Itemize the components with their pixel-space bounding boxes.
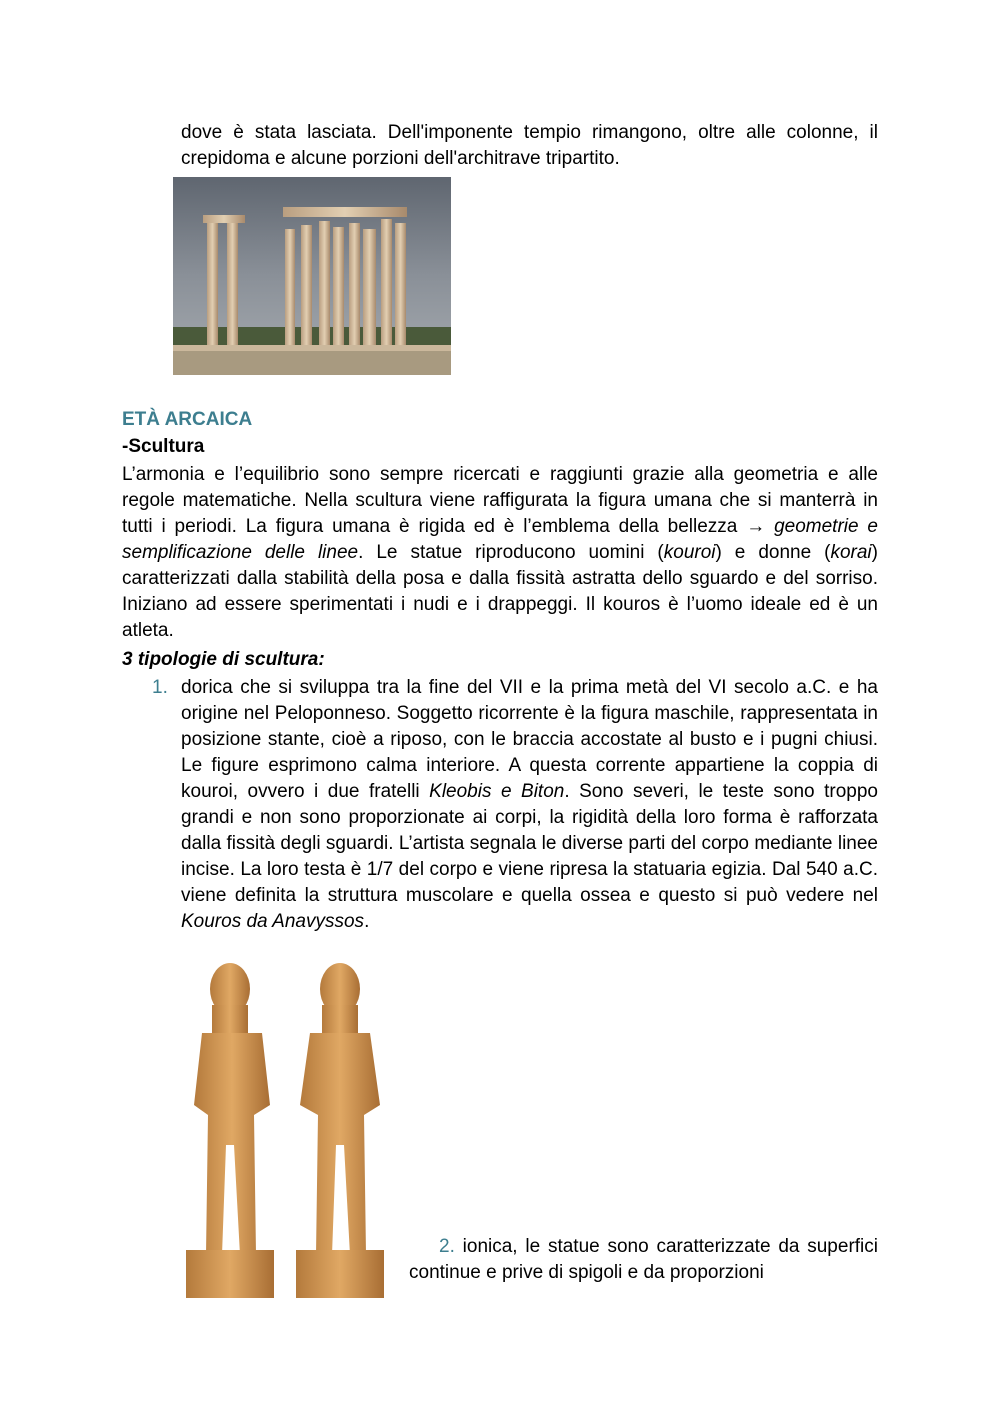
types-heading: 3 tipologie di scultura:: [122, 649, 325, 670]
list-item: [409, 1234, 878, 1286]
item-text: .: [364, 911, 370, 932]
list-number: 2.: [439, 1236, 455, 1257]
item-emphasis: Kleobis e Biton: [429, 781, 565, 802]
paragraph-text: L’armonia e l’equilibrio sono sempre ricercati e raggiunti grazie alla geometria e alle regole matematiche. Nella scultura viene raffigurata la figura umana che si manterrà in tutti i periodi. La figura umana è rigida ed è l’emblema della bellezza →: [122, 464, 878, 537]
paragraph-emphasis: kouroi: [663, 542, 716, 563]
temple-of-olympian-zeus-photo: [173, 177, 451, 375]
item-emphasis: Kouros da Anavyssos: [181, 911, 365, 932]
paragraph-text: ) e donne (: [715, 542, 831, 563]
item-text: . Sono severi, le teste sono troppo grandi e non sono proporzionate ai corpi, la rigidità della loro forma è rafforzata dalla fissità degli sguardi. L’artista segnala le diverse parti del corpo mediante linee incise. La loro testa è 1/7 del corpo e viene ripresa la statuaria egizia. Dal 540 a.C. viene definita la struttura muscolare e quella ossea e questo si può vedere nel: [181, 781, 878, 906]
paragraph-text: . Le statue riproducono uomini (: [358, 542, 664, 563]
kleobis-and-biton-photo: [184, 955, 388, 1300]
paragraph-emphasis: korai: [830, 542, 872, 563]
list-item-text: [181, 675, 878, 935]
paragraph-text: ) caratterizzati dalla stabilità della posa e dalla fissità astratta dello sguardo e del sorriso. Iniziano ad essere sperimentati i nudi e i drappeggi. Il kouros è l’uomo ideale ed è un atleta.: [122, 542, 878, 641]
list-number: 1.: [152, 677, 168, 698]
item-text: dorica che si sviluppa tra la fine del VII e la prima metà del VI secolo a.C. e ha origine nel Peloponneso. Soggetto ricorrente è la figura maschile, rappresentata in posizione stante, cioè a riposo, con le braccia accostate al busto e i pugni chiusi. Le figure esprimono calma interiore. A questa corrente appartiene la coppia di kouroi, ovvero i due fratelli: [181, 677, 878, 802]
list-item: [122, 675, 878, 935]
paragraph-emphasis: geometrie e semplificazione delle linee: [122, 516, 878, 563]
section-paragraph: [122, 462, 878, 644]
intro-paragraph: dove è stata lasciata. Dell'imponente tempio rimangono, oltre alle colonne, il crepidoma e alcune porzioni dell'architrave tripartito.: [181, 122, 878, 169]
section-subheading: -Scultura: [122, 436, 205, 457]
item-text: ionica, le statue sono caratterizzate da superfici continue e prive di spigoli e da proporzioni: [409, 1236, 878, 1283]
section-heading: ETÀ ARCAICA: [122, 409, 253, 430]
